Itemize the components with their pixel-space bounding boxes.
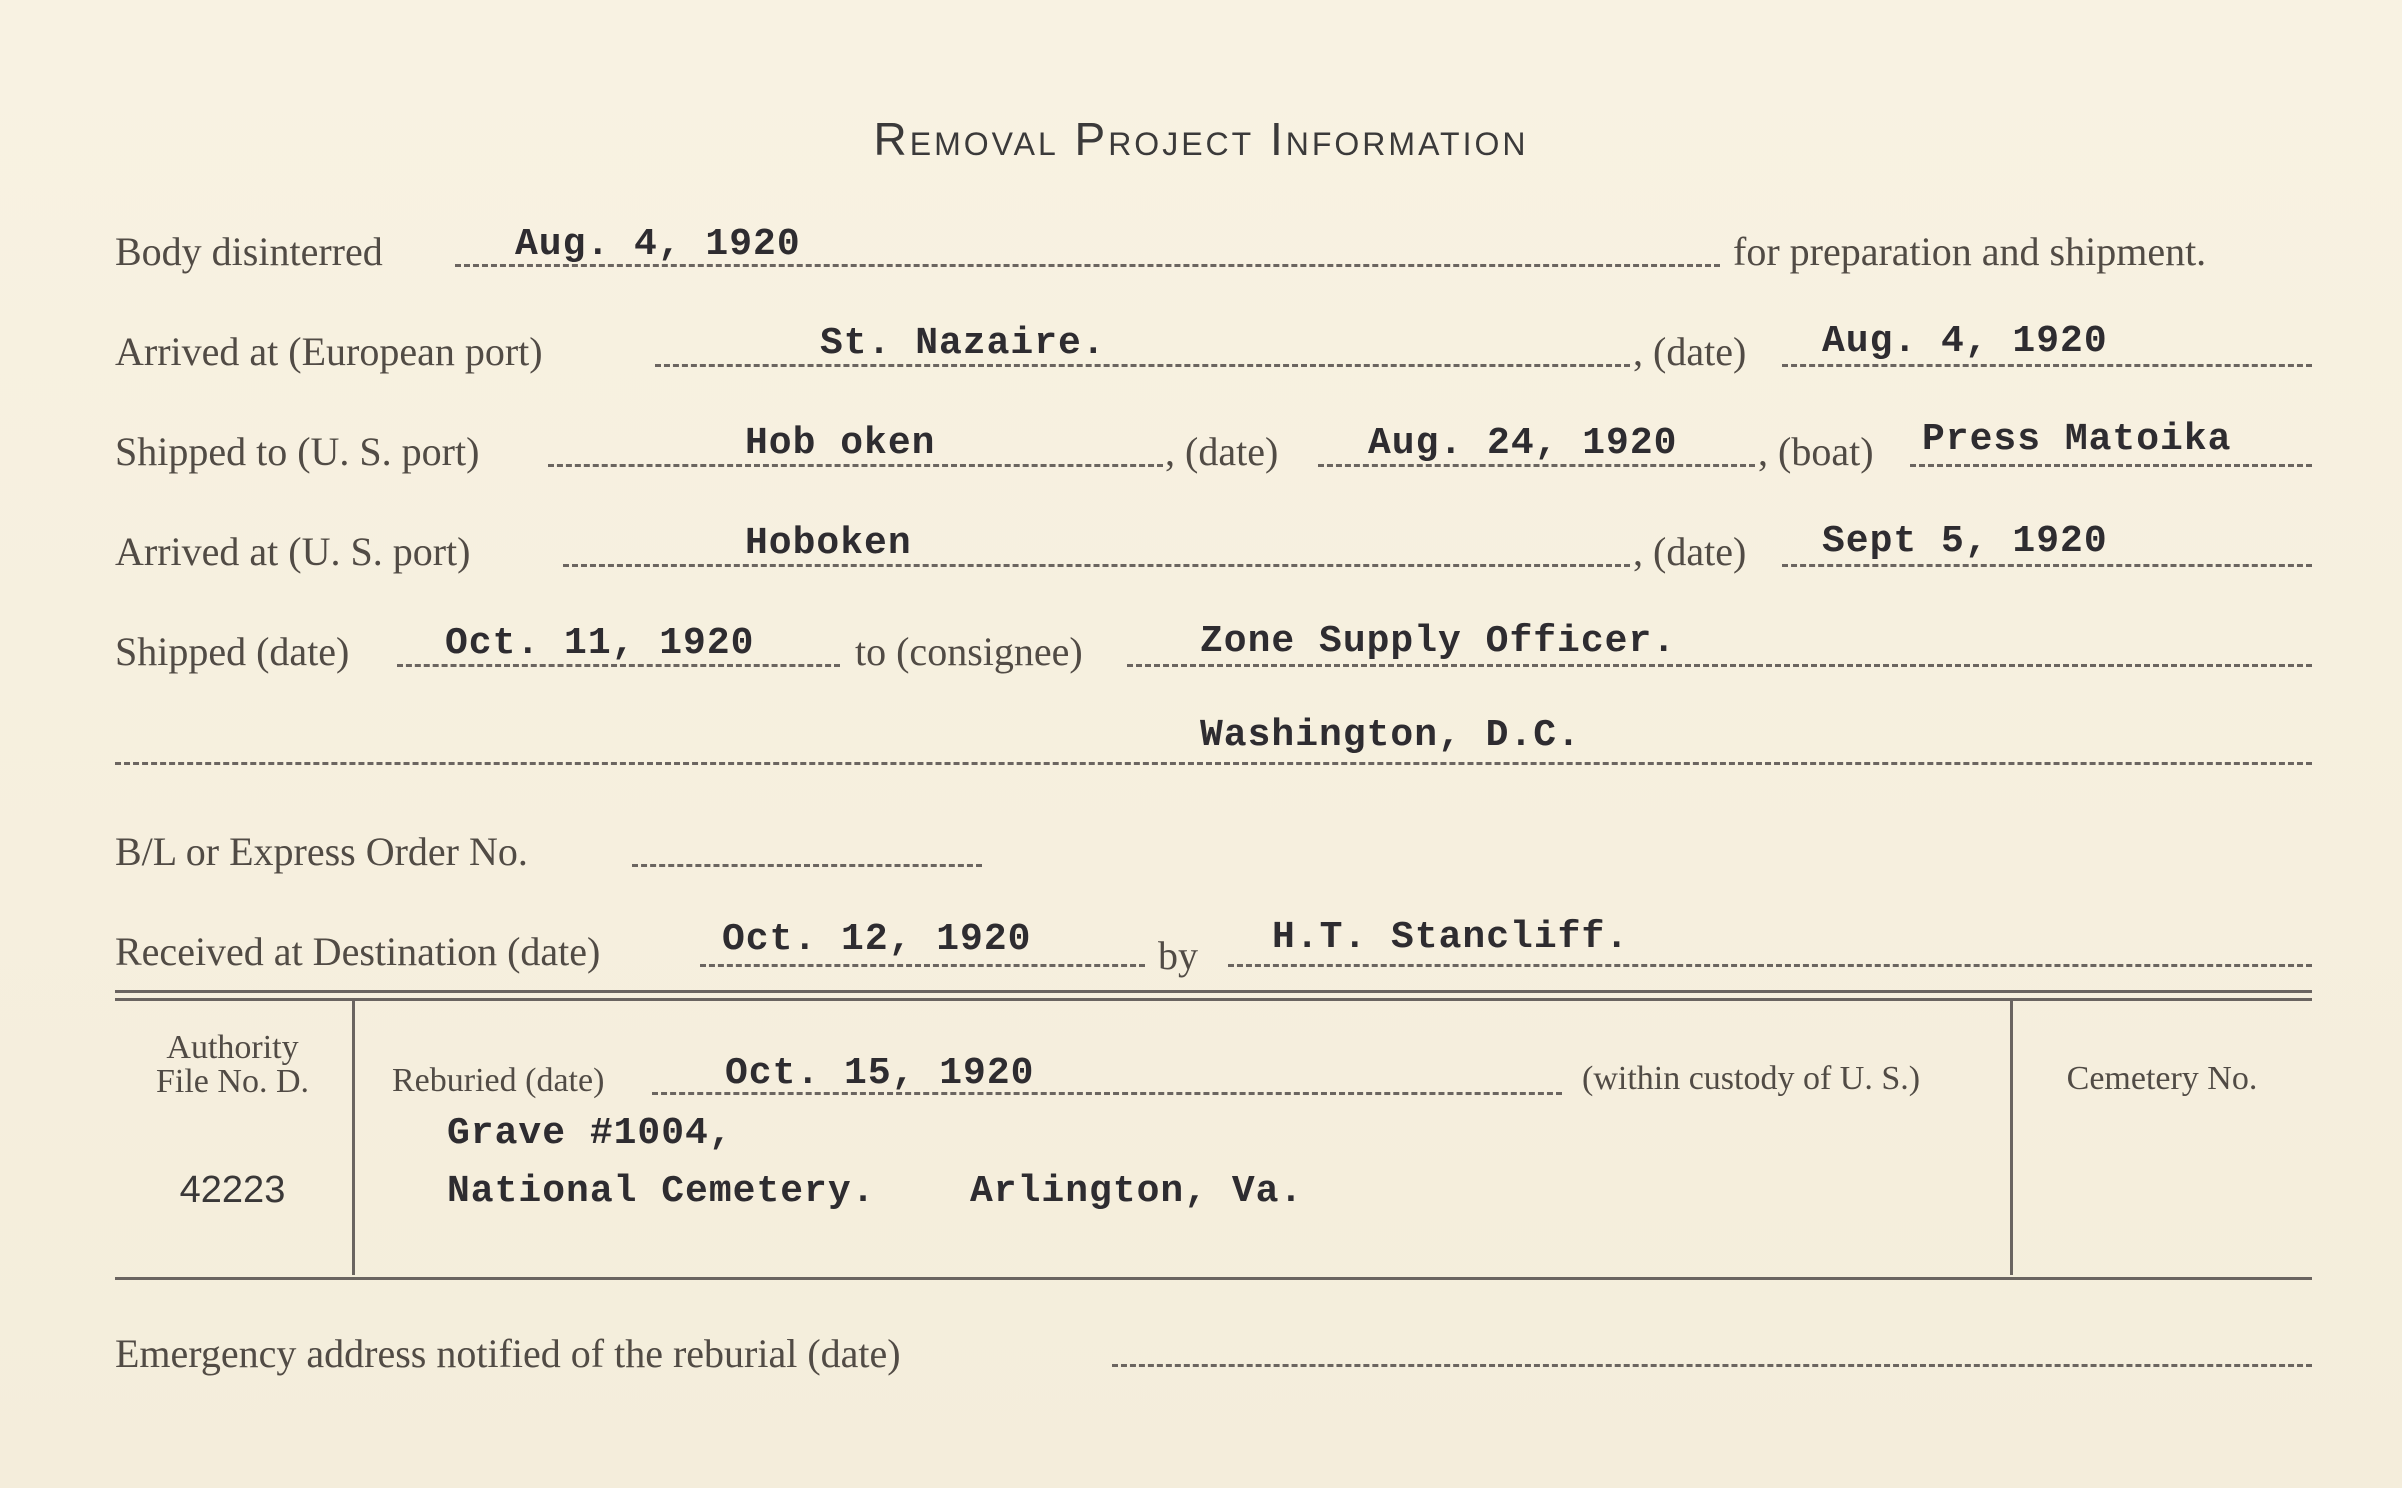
- arrived-eu-date: Aug. 4, 1920: [1822, 320, 2108, 363]
- box-divider-right: [2010, 1001, 2013, 1275]
- shipped-date-label: Shipped (date): [115, 629, 350, 674]
- authority-label-2: File No. D.: [156, 1063, 309, 1100]
- disinterred-label: Body disinterred: [115, 229, 383, 274]
- arrived-eu-date-line: [1782, 364, 2312, 367]
- arrived-us-label: Arrived at (U. S. port): [115, 529, 471, 574]
- shipped-date: Oct. 11, 1920: [445, 622, 755, 665]
- shipped-us-boat-label: , (boat): [1758, 429, 1874, 474]
- shipped-us-port: Hob oken: [745, 422, 936, 465]
- cemetery-no-label: Cemetery No.: [2066, 1060, 2258, 1097]
- cemetery-line: National Cemetery.: [447, 1170, 876, 1213]
- arrived-us-date: Sept 5, 1920: [1822, 520, 2108, 563]
- received-label: Received at Destination (date): [115, 929, 601, 974]
- received-date-line: [700, 964, 1145, 967]
- grave-line: Grave #1004,: [447, 1112, 733, 1155]
- box-top-rule: [115, 990, 2312, 993]
- emergency-label: Emergency address notified of the reburial (date): [115, 1331, 901, 1376]
- bl-label: B/L or Express Order No.: [115, 829, 528, 874]
- consignee-name: Zone Supply Officer.: [1200, 620, 1677, 663]
- received-by-label: by: [1158, 933, 1198, 978]
- emergency-line: [1112, 1364, 2312, 1367]
- arrived-eu-port-line: [655, 364, 1630, 367]
- reburied-label: Reburied (date): [392, 1062, 605, 1099]
- shipped-us-date-label: , (date): [1165, 429, 1279, 474]
- shipped-us-date: Aug. 24, 1920: [1368, 422, 1678, 465]
- arrived-eu-label: Arrived at (European port): [115, 329, 543, 374]
- bl-line: [632, 864, 982, 867]
- disinterred-suffix: for preparation and shipment.: [1733, 229, 2207, 274]
- arrived-us-date-line: [1782, 564, 2312, 567]
- disinterred-date: Aug. 4, 1920: [515, 223, 801, 266]
- received-by-line: [1228, 964, 2312, 967]
- shipped-us-boat-line: [1910, 464, 2312, 467]
- arrived-us-port: Hoboken: [745, 522, 912, 565]
- box-divider-left: [352, 1001, 355, 1275]
- arrived-us-date-label: , (date): [1633, 529, 1747, 574]
- custody-label: (within custody of U. S.): [1582, 1060, 1921, 1097]
- arrived-us-port-line: [563, 564, 1630, 567]
- box-top-rule-2: [115, 998, 2312, 1001]
- reburied-date: Oct. 15, 1920: [725, 1052, 1035, 1095]
- consignee-line-2: [115, 762, 2312, 765]
- shipped-us-label: Shipped to (U. S. port): [115, 429, 480, 474]
- cemetery-location: Arlington, Va.: [970, 1170, 1304, 1213]
- authority-file-number: 42223: [179, 1169, 286, 1211]
- arrived-eu-date-label: , (date): [1633, 329, 1747, 374]
- consignee-address: Washington, D.C.: [1200, 714, 1581, 757]
- shipped-us-boat: Press Matoika: [1922, 418, 2232, 461]
- authority-label-1: Authority: [166, 1029, 299, 1066]
- box-bottom-rule: [115, 1277, 2312, 1280]
- consignee-label: to (consignee): [855, 629, 1083, 674]
- received-by: H.T. Stancliff.: [1272, 916, 1630, 959]
- consignee-line: [1127, 664, 2312, 667]
- card-title: Removal Project Information: [873, 113, 1529, 165]
- received-date: Oct. 12, 1920: [722, 918, 1032, 961]
- arrived-eu-port: St. Nazaire.: [820, 322, 1106, 365]
